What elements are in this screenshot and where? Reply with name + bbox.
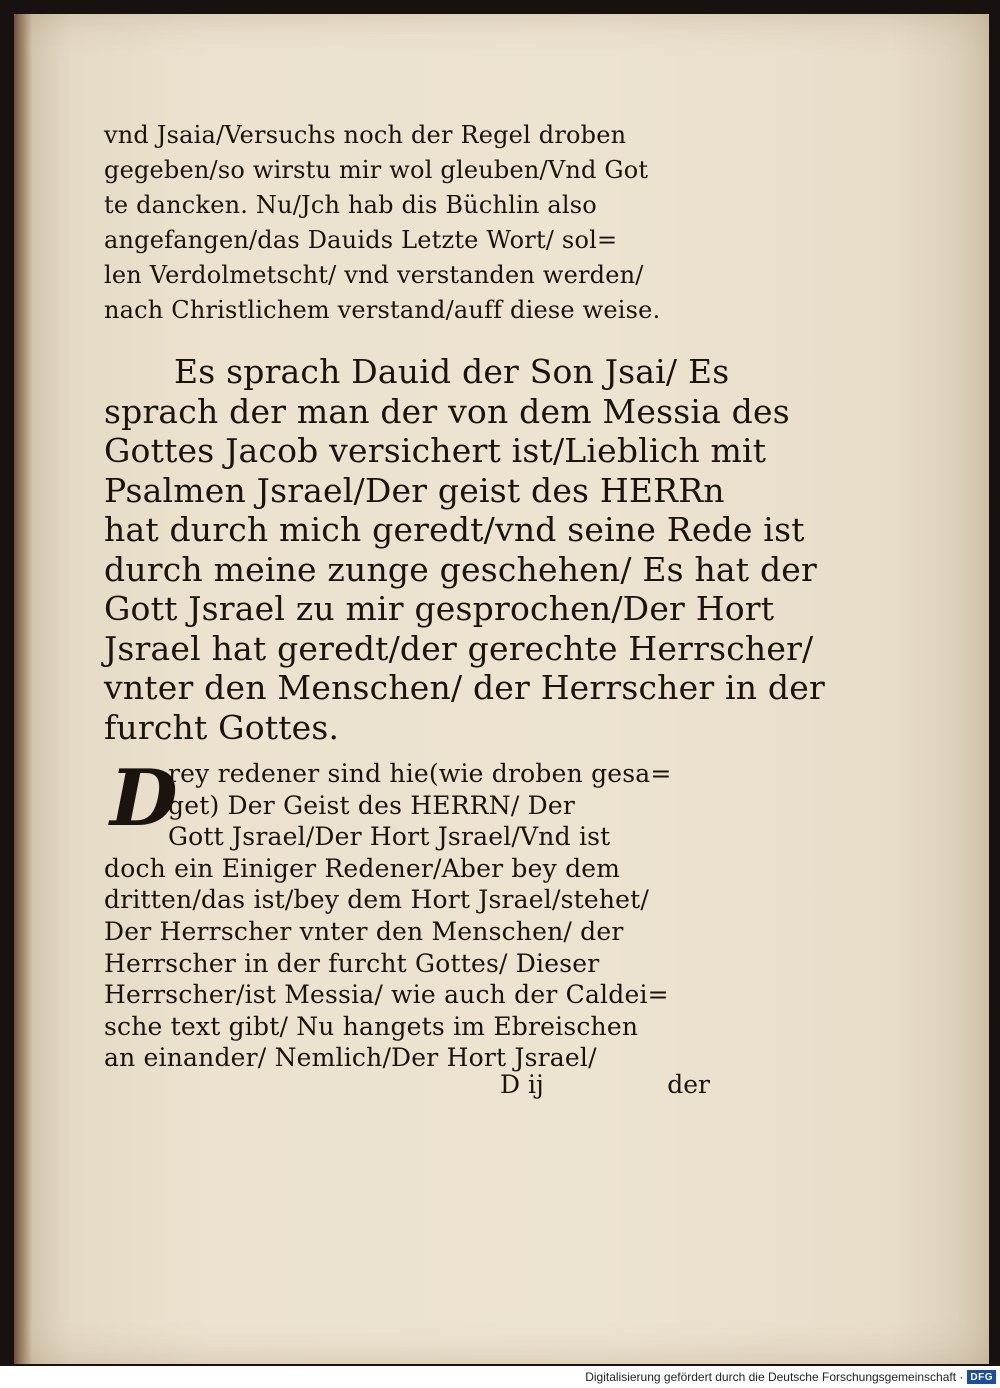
text-line: sprach der man der von dem Messia des [104,391,790,431]
text-line: Gottes Jacob versichert ist/Lieblich mit [104,431,767,470]
text-line: get) Der Geist des HERRN/ Der [168,790,575,820]
text-line: te dancken. Nu/Jch hab dis Büchlin also [104,191,597,219]
text-line: sche text gibt/ Nu hangets im Ebreischen [104,1011,639,1041]
text-line: Psalmen Jsrael/Der geist des HERRn [104,470,725,510]
text-line: vnter den Menschen/ der Herrscher in der [104,668,825,707]
text-line: an einander/ Nemlich/Der Hort Jsrael/ [104,1043,597,1073]
text-line: gegeben/so wirstu mir wol gleuben/Vnd Got [104,156,649,184]
text-line: angefangen/das Dauids Letzte Wort/ sol= [104,226,618,254]
text-line: durch meine zunge geschehen/ Es hat der [104,549,817,589]
text-line: Gott Jsrael zu mir gesprochen/Der Hort [104,589,775,628]
text-line: doch ein Einiger Redener/Aber bey dem [104,853,621,883]
paragraph-commentary [104,753,704,1074]
text-line: nach Christlichem verstand/auff diese weise. [104,296,661,324]
text-line: dritten/das ist/bey dem Hort Jsrael/stehet/ [104,885,650,915]
funding-credit-text: Digitalisierung gefördert durch die Deutsche Forschungsgemeinschaft · [585,1370,964,1384]
paragraph-intro [104,118,704,328]
text-line: Gott Jsrael/Der Hort Jsrael/Vnd ist [168,822,611,852]
text-line: vnd Jsaia/Versuchs noch der Regel droben [104,121,627,149]
paragraph-verse [104,352,825,747]
text-line: len Verdolmetscht/ vnd verstanden werden/ [104,261,644,289]
digitization-credit-bar [0,1366,1000,1388]
text-line: furcht Gottes. [104,707,340,747]
signature-mark: D ij [500,1070,544,1099]
page-catchwords [500,1070,710,1099]
text-line: Jsrael hat geredt/der gerechte Herrscher/ [104,628,814,668]
dfg-logo-icon: DFG [967,1370,996,1384]
text-line: Herrscher/ist Messia/ wie auch der Caldei= [104,980,669,1010]
text-line: Der Herrscher vnter den Menschen/ der [104,916,624,946]
catchword: der [667,1070,710,1099]
text-line: Es sprach Dauid der Son Jsai/ Es [174,352,730,391]
text-line: Herrscher in der furcht Gottes/ Dieser [104,948,600,978]
text-line: hat durch mich geredt/vnd seine Rede ist [104,510,805,549]
text-line: rey redener sind hie(wie droben gesa= [168,759,672,788]
drop-cap-initial: D [110,753,178,844]
page-binding-edge [14,14,32,1364]
